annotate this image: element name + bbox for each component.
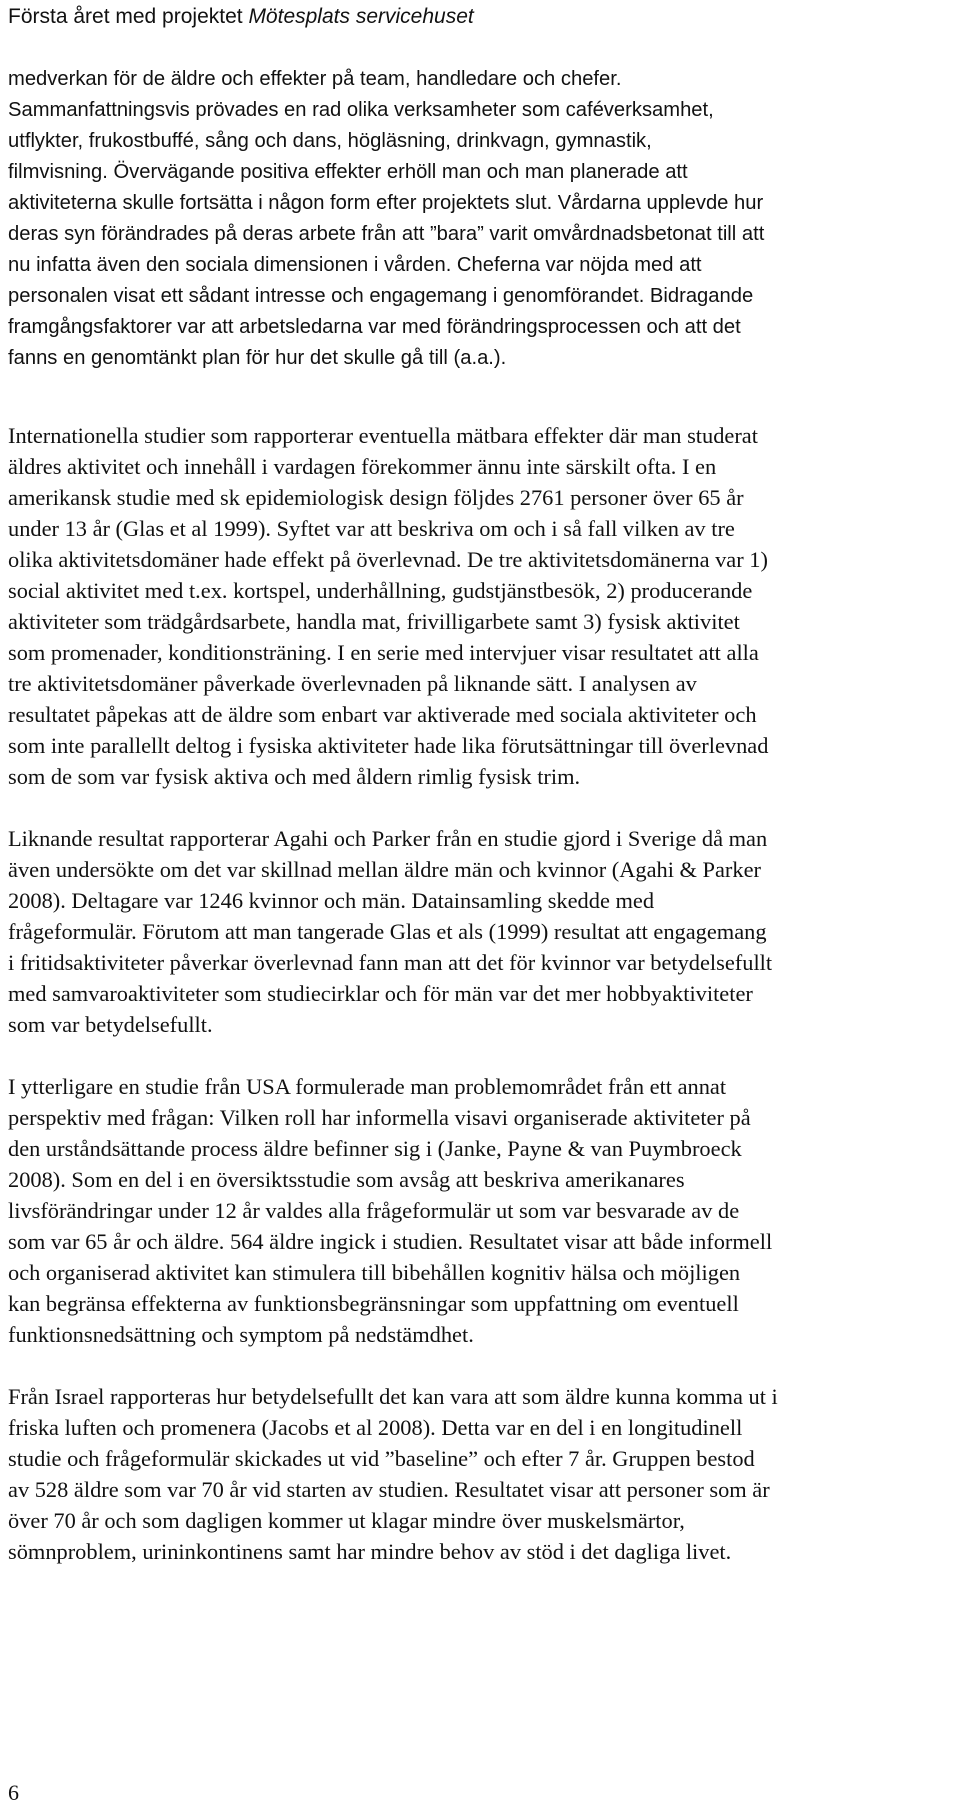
paragraph-5: Från Israel rapporteras hur betydelsefullt det kan vara att som äldre kunna komma ut i friska luften och promenera (Jacobs et al 2008). Detta var en del i en longitudinell studie och frågeformulär skickades ut vid ”baseline” och efter 7 år. Gruppen bestod av 528 äldre som var 70 år vid starten av studien. Resultatet visar att personer som är över 70 år och som dagligen kommer ut klagar mindre över muskelsmärtor, sömnproblem, urininkontinens samt har mindre behov av stöd i det dagliga livet. [8,1384,778,1564]
paragraph-4: I ytterligare en studie från USA formulerade man problemområdet från ett annat perspektiv med frågan: Vilken roll har informella visavi organiserade aktiviteter på den urståndsättande process äldre befinner sig i (Janke, Payne & van Puymbroeck 2008). Som en del i en översiktsstudie som avsåg att beskriva amerikanares livsförändringar under 12 år valdes alla frågeformulär ut som var besvarade av de som var 65 år och äldre. 564 äldre ingick i studien. Resultatet visar att både informell och organiserad aktivitet kan stimulera till bibehållen kognitiv hälsa och möjligen kan begränsa effekterna av funktionsbegränsningar som uppfattning om eventuell funktionsnedsättning och symptom på nedstämdhet. [8,1074,773,1347]
page-number: 6 [8,1780,19,1805]
paragraph-3: Liknande resultat rapporterar Agahi och Parker från en studie gjord i Sverige då man även undersökte om det var skillnad mellan äldre män och kvinnor (Agahi & Parker 2008). Deltagare var 1246 kvinnor och män. Datainsamling skedde med frågeformulär. Förutom att man tangerade Glas et als (1999) resultat att engagemang i fritidsaktiviteter påverkar överlevnad fann man att det för kvinnor var betydelsefullt med samvaroaktiviteter som studiecirklar och för män var det mer hobbyaktiviteter som var betydelsefullt. [8,826,773,1037]
running-header [8,4,474,30]
document-body [8,64,954,1598]
header-title-prefix: Första året med projektet [8,5,249,28]
paragraph-1: medverkan för de äldre och effekter på team, handledare och chefer. Sammanfattningsvis prövades en rad olika verksamheter som caféverksamhet, utflykter, frukostbuffé, sång och dans, högläsning, drinkvagn, gymnastik, filmvisning. Övervägande positiva effekter erhöll man och man planerade att aktiviteterna skulle fortsätta i någon form efter projektets slut. Vårdarna upplevde hur deras syn förändrades på deras arbete från att ”bara” varit omvårdnadsbetonat till att nu infatta även den sociala dimensionen i vården. Cheferna var nöjda med att personalen visat ett sådant intresse och engagemang i genomförandet. Bidragande framgångsfaktorer var att arbetsledarna var med förändringsprocessen och att det fanns en genomtänkt plan för hur det skulle gå till (a.a.). [8,68,765,369]
header-title-italic: Mötesplats servicehuset [248,5,474,28]
paragraph-2: Internationella studier som rapporterar eventuella mätbara effekter där man studerat äldres aktivitet och innehåll i vardagen förekommer ännu inte särskilt ofta. I en amerikansk studie med sk epidemiologisk design följdes 2761 personer över 65 år under 13 år (Glas et al 1999). Syftet var att beskriva om och i så fall vilken av tre olika aktivitetsdomäner hade effekt på överlevnad. De tre aktivitetsdomänerna var 1) social aktivitet med t.ex. kortspel, underhållning, gudstjänstbesök, 2) producerande aktiviteter som trädgårdsarbete, handla mat, frivilligarbete samt 3) fysisk aktivitet som promenader, konditionsträning. I en serie med intervjuer visar resultatet att alla tre aktivitetsdomäner påverkade överlevnaden på liknande sätt. I analysen av resultatet påpekas att de äldre som enbart var aktiverade med sociala aktiviteter och som inte parallellt deltog i fysiska aktiviteter hade lika förutsättningar till överlevnad som de som var fysisk aktiva och med åldern rimlig fysisk trim. [8,423,769,789]
